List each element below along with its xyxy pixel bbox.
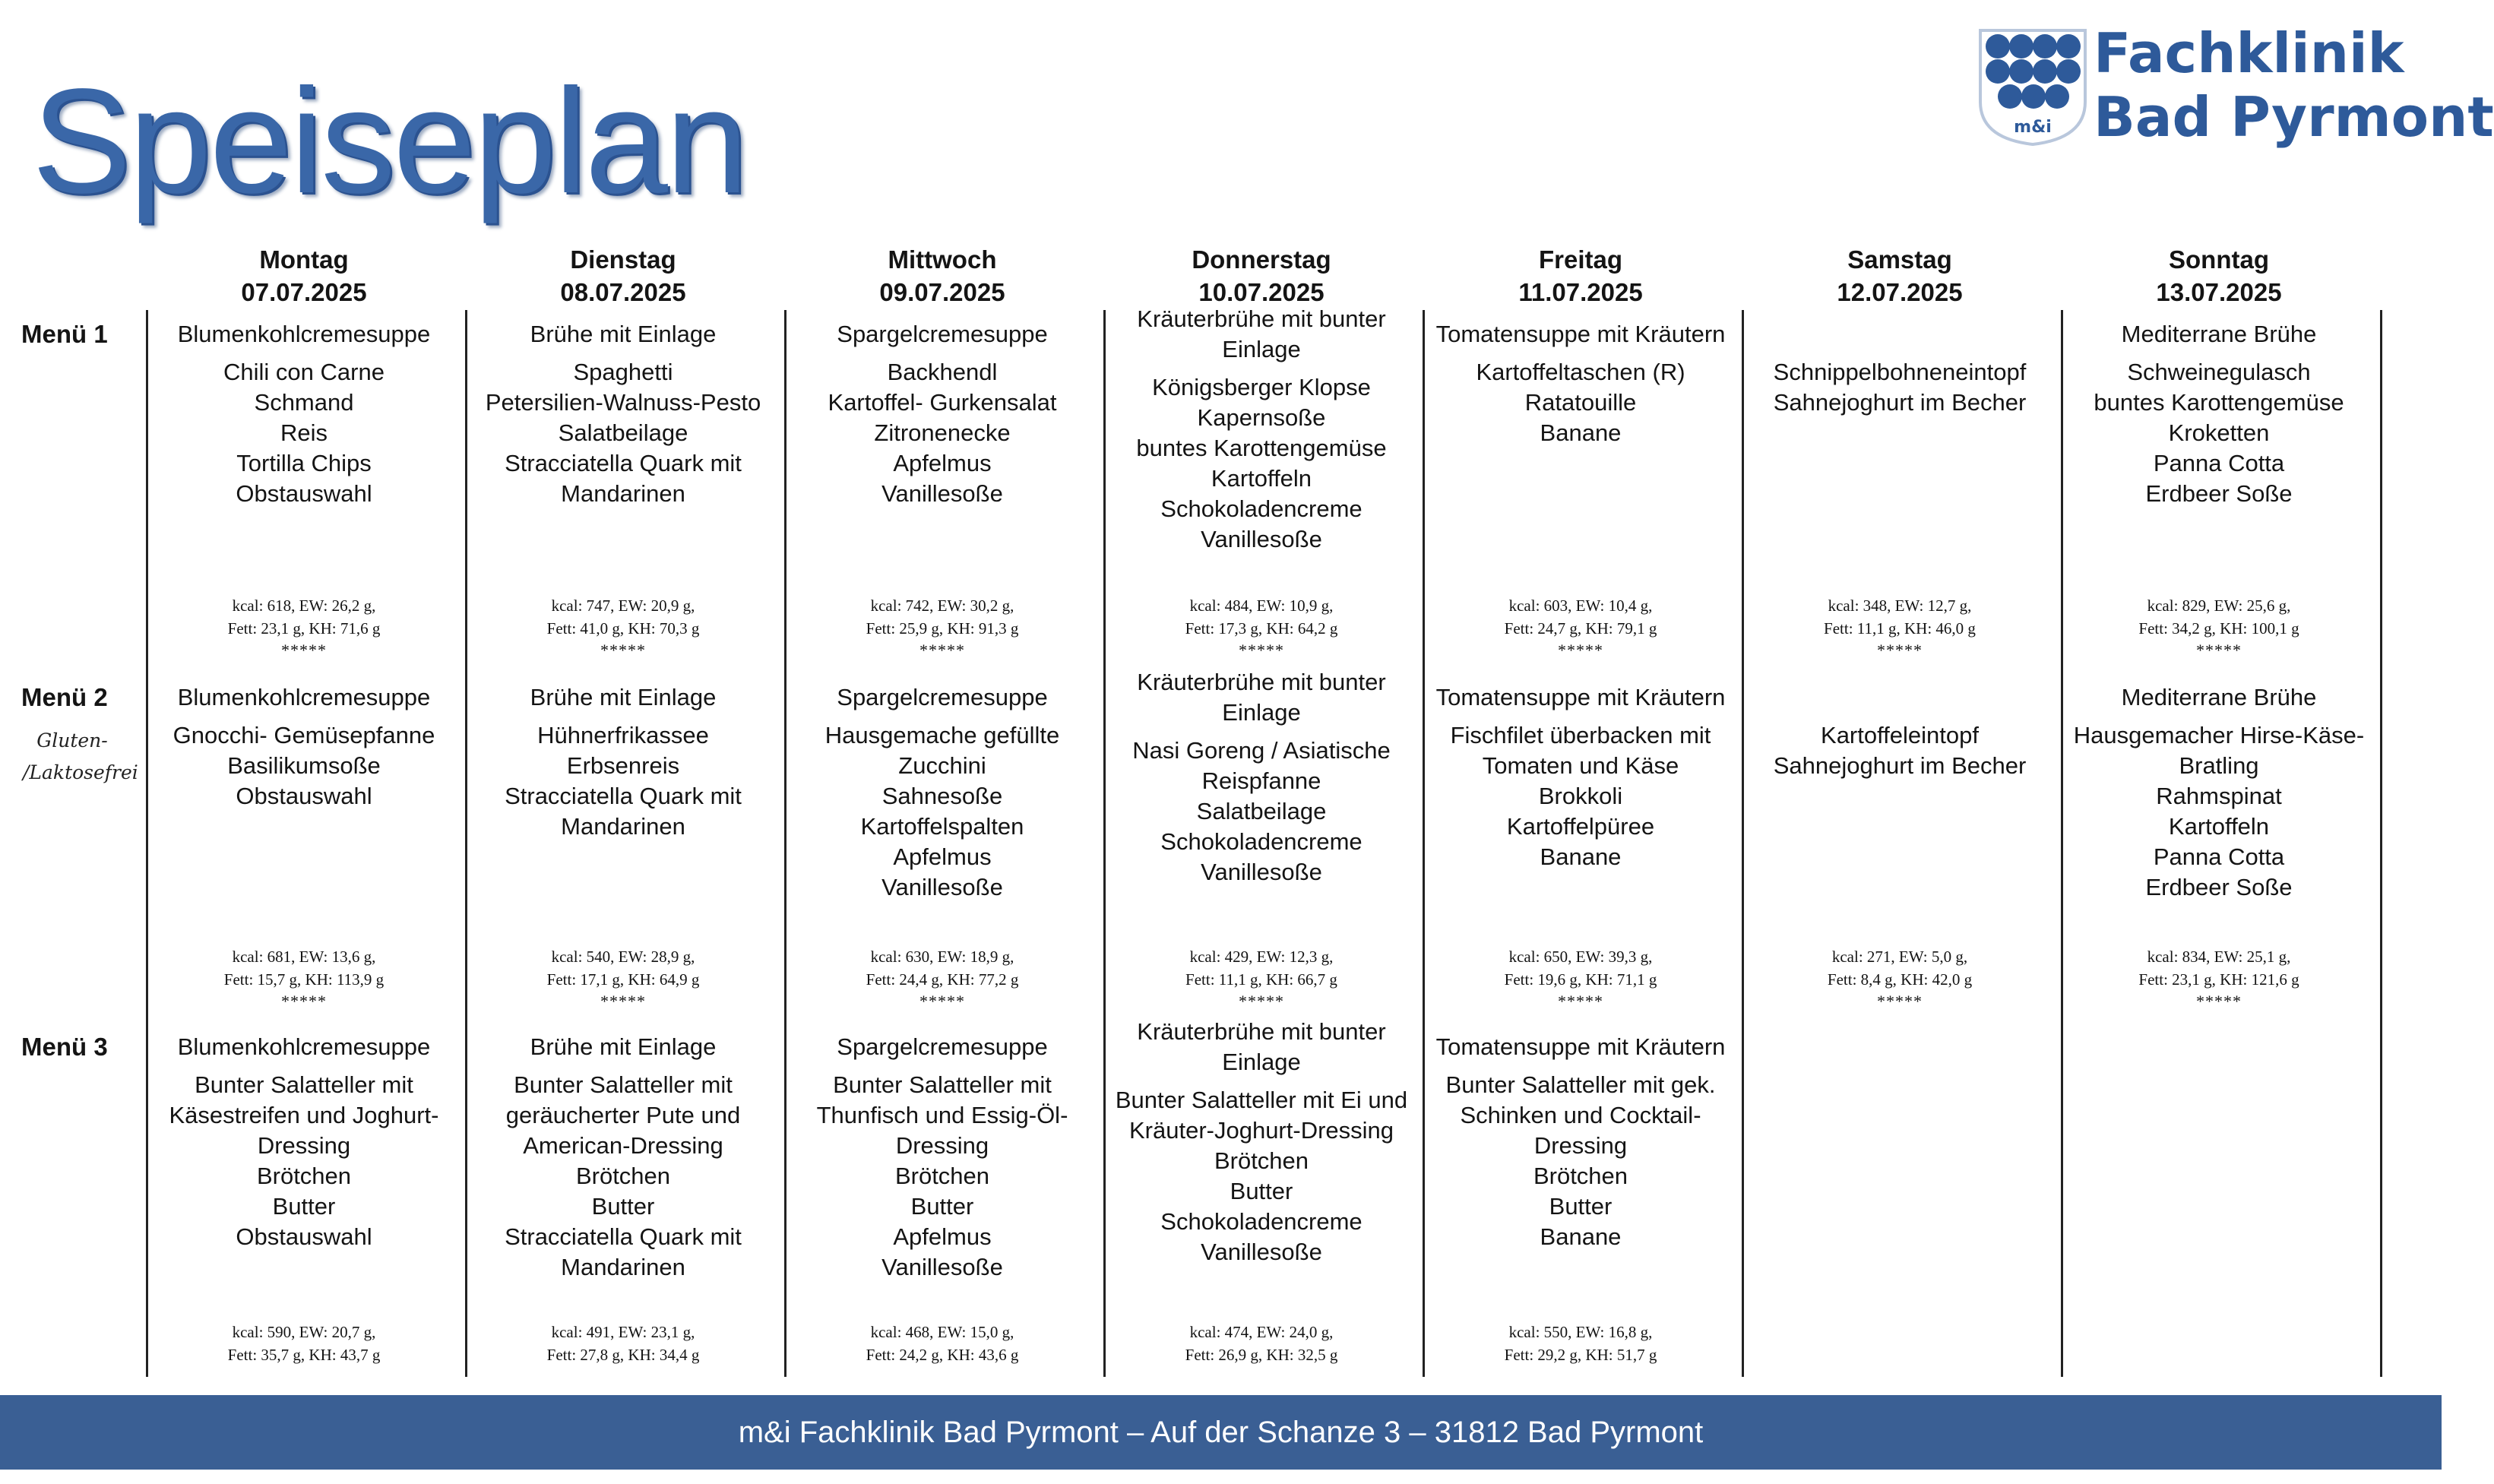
day-header bbox=[783, 243, 1102, 309]
dish-item: Obstauswahl bbox=[236, 1223, 372, 1250]
dish-item: Spaghetti bbox=[573, 359, 673, 385]
dish-item: Stracciatella Quark mit bbox=[505, 450, 742, 476]
soup-line bbox=[1743, 682, 2056, 713]
menu-label: Menü 1 bbox=[21, 320, 108, 348]
nutrition-line: Fett: 11,1 g, KH: 46,0 g bbox=[1824, 619, 1976, 638]
dish-item: Kroketten bbox=[2168, 419, 2270, 446]
dish-item: Kartoffeleintopf bbox=[1821, 722, 1979, 748]
dish-list bbox=[147, 720, 461, 812]
dish-item: Kartoffelspalten bbox=[860, 813, 1024, 840]
soup-line: Mediterrane Brühe bbox=[2121, 321, 2317, 347]
dish-item: buntes Karottengemüse bbox=[1136, 435, 1387, 461]
nutrition-line: Fett: 19,6 g, KH: 71,1 g bbox=[1504, 970, 1657, 989]
day-date: 09.07.2025 bbox=[879, 278, 1005, 306]
separator-stars: ***** bbox=[2196, 992, 2242, 1011]
dish-list bbox=[467, 1070, 780, 1283]
dish-item: Tortilla Chips bbox=[236, 450, 372, 476]
nutrition-line: Fett: 17,1 g, KH: 64,9 g bbox=[546, 970, 700, 989]
day-date: 07.07.2025 bbox=[241, 278, 367, 306]
nutrition-line: Fett: 11,1 g, KH: 66,7 g bbox=[1185, 970, 1337, 989]
dish-item: buntes Karottengemüse bbox=[2094, 389, 2344, 416]
nutrition-line: kcal: 271, EW: 5,0 g, bbox=[1831, 948, 1968, 966]
soup bbox=[1105, 1017, 1418, 1077]
dish-list bbox=[786, 357, 1099, 509]
menu-table bbox=[0, 228, 2442, 1377]
dish-item: Brokkoli bbox=[1538, 783, 1623, 809]
dish-item: Brötchen bbox=[1214, 1147, 1309, 1174]
soup bbox=[467, 682, 780, 713]
dish-item: Salatbeilage bbox=[558, 419, 688, 446]
soup-line: Blumenkohlcremesuppe bbox=[177, 321, 431, 347]
dish-item: Schinken und Cocktail- bbox=[1460, 1102, 1701, 1128]
dish-list bbox=[1105, 1085, 1418, 1267]
dish-item: Kartoffel- Gurkensalat bbox=[828, 389, 1057, 416]
dish-item: Stracciatella Quark mit bbox=[505, 783, 742, 809]
dish-list bbox=[786, 1070, 1099, 1283]
separator-stars: ***** bbox=[919, 992, 965, 1011]
dish-item: American-Dressing bbox=[523, 1132, 723, 1159]
dish-item: Hausgemache gefüllte bbox=[824, 722, 1060, 748]
soup-line: Blumenkohlcremesuppe bbox=[177, 684, 431, 710]
separator-stars: ***** bbox=[1239, 641, 1284, 660]
day-date: 08.07.2025 bbox=[560, 278, 686, 306]
menu-label: Menü 2 bbox=[21, 683, 108, 711]
column-divider bbox=[1742, 310, 1744, 1377]
dish-item: Butter bbox=[591, 1193, 655, 1220]
day-header bbox=[464, 243, 783, 309]
soup-line: Tomatensuppe mit Kräutern bbox=[1435, 1033, 1726, 1060]
nutrition-line: Fett: 35,7 g, KH: 43,7 g bbox=[227, 1346, 381, 1364]
soup bbox=[147, 1032, 461, 1062]
soup bbox=[147, 682, 461, 713]
dish-item: Bunter Salatteller mit gek. bbox=[1445, 1071, 1716, 1098]
nutrition-line: kcal: 834, EW: 25,1 g, bbox=[2147, 948, 2291, 966]
dish-item: Salatbeilage bbox=[1196, 798, 1327, 824]
dish-item: Hühnerfrikassee bbox=[537, 722, 709, 748]
dish-item: Kräuter-Joghurt-Dressing bbox=[1128, 1117, 1394, 1144]
dish-item: Sahnejoghurt im Becher bbox=[1773, 389, 2027, 416]
dish-item: Vanillesoße bbox=[881, 874, 1003, 900]
dish-item: Kapernsoße bbox=[1197, 404, 1326, 431]
dish-item: Tomaten und Käse bbox=[1482, 752, 1679, 779]
dish-item: Brötchen bbox=[575, 1163, 671, 1189]
nutrition-info bbox=[1743, 945, 2056, 1012]
menu-cell bbox=[1105, 304, 1418, 555]
nutrition-line: kcal: 630, EW: 18,9 g, bbox=[870, 948, 1014, 966]
nutrition-info bbox=[2062, 945, 2375, 1012]
diet-note-line: Gluten- bbox=[36, 729, 108, 751]
nutrition-line: Fett: 15,7 g, KH: 113,9 g bbox=[223, 970, 385, 989]
dish-item: Käsestreifen und Joghurt- bbox=[169, 1102, 439, 1128]
menu-cell bbox=[1105, 1017, 1418, 1267]
nutrition-info bbox=[786, 1321, 1099, 1366]
diet-note-line: /Laktosefrei bbox=[23, 761, 138, 783]
separator-stars: ***** bbox=[600, 992, 646, 1011]
soup-line: Einlage bbox=[1222, 699, 1301, 726]
soup bbox=[786, 319, 1099, 350]
dish-item: Bunter Salatteller mit bbox=[514, 1071, 733, 1098]
dish-item: Bunter Salatteller mit bbox=[833, 1071, 1052, 1098]
soup-line: Spargelcremesuppe bbox=[837, 684, 1048, 710]
dish-item: Sahnesoße bbox=[881, 783, 1003, 809]
nutrition-line: Fett: 41,0 g, KH: 70,3 g bbox=[546, 619, 700, 638]
dish-item: Apfelmus bbox=[893, 843, 992, 870]
nutrition-line: kcal: 742, EW: 30,2 g, bbox=[870, 596, 1014, 615]
nutrition-line: Fett: 26,9 g, KH: 32,5 g bbox=[1185, 1346, 1338, 1364]
day-date: 13.07.2025 bbox=[2156, 278, 2282, 306]
nutrition-line: Fett: 29,2 g, KH: 51,7 g bbox=[1504, 1346, 1657, 1364]
dish-item: Panna Cotta bbox=[2153, 843, 2285, 870]
dish-item: Brötchen bbox=[256, 1163, 352, 1189]
day-header bbox=[2059, 243, 2378, 309]
nutrition-info bbox=[147, 1321, 461, 1366]
soup-line: Einlage bbox=[1222, 1049, 1301, 1075]
soup-line: Spargelcremesuppe bbox=[837, 1033, 1048, 1060]
soup bbox=[467, 319, 780, 350]
dish-item: Reispfanne bbox=[1201, 767, 1321, 794]
dish-list bbox=[467, 357, 780, 509]
dish-item: Bratling bbox=[2179, 752, 2259, 779]
dish-item: Zucchini bbox=[898, 752, 986, 779]
dish-list bbox=[1424, 1070, 1737, 1252]
soup-line: Spargelcremesuppe bbox=[837, 321, 1048, 347]
dish-item: geräucherter Pute und bbox=[505, 1102, 741, 1128]
dish-item: Rahmspinat bbox=[2156, 783, 2282, 809]
dish-list bbox=[2062, 720, 2375, 903]
nutrition-line: kcal: 747, EW: 20,9 g, bbox=[551, 596, 695, 615]
soup-line bbox=[1743, 319, 2056, 350]
soup bbox=[1424, 319, 1737, 350]
dish-list bbox=[786, 720, 1099, 903]
dish-list bbox=[1743, 357, 2056, 418]
day-name: Sonntag bbox=[2169, 245, 2269, 274]
dish-item: Brötchen bbox=[894, 1163, 990, 1189]
menu-cell bbox=[1743, 682, 2056, 781]
day-header bbox=[1421, 243, 1740, 309]
logo-badge: m&i bbox=[2014, 118, 2052, 137]
nutrition-info bbox=[147, 945, 461, 1012]
dish-item: Obstauswahl bbox=[236, 480, 372, 507]
separator-stars: ***** bbox=[2196, 641, 2242, 660]
dish-item: Apfelmus bbox=[893, 450, 992, 476]
soup-line: Tomatensuppe mit Kräutern bbox=[1435, 321, 1726, 347]
day-name: Dienstag bbox=[570, 245, 676, 274]
nutrition-line: kcal: 550, EW: 16,8 g, bbox=[1508, 1323, 1653, 1341]
day-date: 11.07.2025 bbox=[1518, 278, 1643, 306]
dish-item: Basilikumsoße bbox=[227, 752, 381, 779]
separator-stars: ***** bbox=[1558, 992, 1603, 1011]
dish-item: Mandarinen bbox=[561, 813, 685, 840]
dish-item: Brötchen bbox=[1533, 1163, 1628, 1189]
dish-item: Banane bbox=[1540, 843, 1622, 870]
soup-line: Kräuterbrühe mit bunter bbox=[1137, 305, 1386, 332]
soup-line: Einlage bbox=[1222, 336, 1301, 362]
dish-list bbox=[1105, 736, 1418, 888]
nutrition-line: Fett: 34,2 g, KH: 100,1 g bbox=[2138, 619, 2299, 638]
menu-cell bbox=[147, 319, 461, 509]
dish-list bbox=[1424, 357, 1737, 448]
nutrition-info bbox=[1743, 594, 2056, 661]
page-title: Speiseplan bbox=[32, 58, 746, 224]
dish-item: Panna Cotta bbox=[2153, 450, 2285, 476]
nutrition-line: Fett: 8,4 g, KH: 42,0 g bbox=[1827, 970, 1973, 989]
day-name: Freitag bbox=[1538, 245, 1623, 274]
nutrition-line: kcal: 540, EW: 28,9 g, bbox=[551, 948, 695, 966]
separator-stars: ***** bbox=[281, 641, 327, 660]
dish-item: Mandarinen bbox=[561, 1254, 685, 1280]
nutrition-info bbox=[1105, 1321, 1418, 1366]
day-name: Donnerstag bbox=[1192, 245, 1331, 274]
soup bbox=[2062, 682, 2375, 713]
dish-item: Schokoladencreme bbox=[1160, 495, 1363, 522]
dish-item: Fischfilet überbacken mit bbox=[1450, 722, 1711, 748]
dish-item: Schokoladencreme bbox=[1160, 1208, 1363, 1235]
menu-cell bbox=[1424, 1032, 1737, 1252]
nutrition-line: Fett: 23,1 g, KH: 71,6 g bbox=[227, 619, 381, 638]
nutrition-info bbox=[1424, 945, 1737, 1012]
dish-item: Erdbeer Soße bbox=[2145, 480, 2293, 507]
dish-item: Chili con Carne bbox=[223, 359, 385, 385]
nutrition-info bbox=[1424, 594, 1737, 661]
logo-line-2: Bad Pyrmont bbox=[2094, 85, 2494, 149]
menu-cell bbox=[786, 682, 1099, 903]
nutrition-line: Fett: 23,1 g, KH: 121,6 g bbox=[2138, 970, 2299, 989]
nutrition-line: kcal: 429, EW: 12,3 g, bbox=[1189, 948, 1334, 966]
menu-cell bbox=[1424, 319, 1737, 448]
separator-stars: ***** bbox=[1239, 992, 1284, 1011]
day-header bbox=[1740, 243, 2059, 309]
dish-item: Vanillesoße bbox=[1201, 1239, 1322, 1265]
menu-cell bbox=[1424, 682, 1737, 872]
day-date: 12.07.2025 bbox=[1837, 278, 1963, 306]
dish-item: Ratatouille bbox=[1524, 389, 1637, 416]
menu-cell bbox=[786, 319, 1099, 509]
nutrition-info bbox=[467, 945, 780, 1012]
soup bbox=[1424, 682, 1737, 713]
dish-item: Schokoladencreme bbox=[1160, 828, 1363, 855]
nutrition-line: kcal: 681, EW: 13,6 g, bbox=[232, 948, 376, 966]
nutrition-line: Fett: 17,3 g, KH: 64,2 g bbox=[1185, 619, 1338, 638]
dish-item: Vanillesoße bbox=[881, 480, 1003, 507]
menu-cell bbox=[2062, 682, 2375, 903]
dish-list bbox=[1105, 372, 1418, 555]
nutrition-line: kcal: 484, EW: 10,9 g, bbox=[1189, 596, 1334, 615]
menu-cell bbox=[467, 682, 780, 842]
dish-item: Butter bbox=[910, 1193, 974, 1220]
menu-cell bbox=[1743, 1032, 2056, 1070]
menu-cell bbox=[147, 682, 461, 812]
dish-item: Banane bbox=[1540, 419, 1622, 446]
separator-stars: ***** bbox=[1558, 641, 1603, 660]
day-name: Montag bbox=[259, 245, 349, 274]
dish-item: Butter bbox=[1230, 1178, 1293, 1204]
nutrition-info bbox=[467, 594, 780, 661]
soup-line: Brühe mit Einlage bbox=[530, 684, 717, 710]
dish-item: Bunter Salatteller mit bbox=[195, 1071, 413, 1098]
soup bbox=[147, 319, 461, 350]
dish-item: Reis bbox=[280, 419, 328, 446]
dish-list bbox=[1743, 720, 2056, 781]
dish-item: Schnippelbohneneintopf bbox=[1773, 359, 2027, 385]
dish-item: Thunfisch und Essig-Öl- bbox=[816, 1102, 1068, 1128]
dish-item: Sahnejoghurt im Becher bbox=[1773, 752, 2027, 779]
menu-cell bbox=[1105, 667, 1418, 888]
soup bbox=[1105, 667, 1418, 728]
dish-item: Erbsenreis bbox=[566, 752, 680, 779]
separator-stars: ***** bbox=[600, 641, 646, 660]
logo-dots-icon bbox=[1976, 26, 2090, 147]
soup bbox=[2062, 319, 2375, 350]
separator-stars: ***** bbox=[1877, 992, 1923, 1011]
soup-line: Mediterrane Brühe bbox=[2121, 684, 2317, 710]
soup-line bbox=[2062, 1032, 2375, 1062]
menu-cell bbox=[2062, 319, 2375, 509]
dish-list bbox=[147, 1070, 461, 1252]
nutrition-info bbox=[1105, 594, 1418, 661]
nutrition-line: kcal: 590, EW: 20,7 g, bbox=[232, 1323, 376, 1341]
soup-line: Blumenkohlcremesuppe bbox=[177, 1033, 431, 1060]
soup bbox=[1743, 1032, 2056, 1062]
soup-line: Brühe mit Einlage bbox=[530, 1033, 717, 1060]
diet-note bbox=[23, 725, 138, 789]
nutrition-line: kcal: 468, EW: 15,0 g, bbox=[870, 1323, 1014, 1341]
dish-item: Erdbeer Soße bbox=[2145, 874, 2293, 900]
separator-stars: ***** bbox=[919, 641, 965, 660]
nutrition-info bbox=[786, 945, 1099, 1012]
dish-item: Schmand bbox=[254, 389, 354, 416]
dish-item: Vanillesoße bbox=[1201, 859, 1322, 885]
soup bbox=[786, 1032, 1099, 1062]
menu-cell bbox=[467, 1032, 780, 1283]
dish-item: Königsberger Klopse bbox=[1152, 374, 1371, 400]
menu-cell bbox=[147, 1032, 461, 1252]
nutrition-info bbox=[467, 1321, 780, 1366]
dish-list bbox=[1424, 720, 1737, 872]
day-header bbox=[144, 243, 464, 309]
dish-item: Bunter Salatteller mit Ei und bbox=[1115, 1087, 1408, 1113]
soup-line bbox=[1743, 1032, 2056, 1062]
soup-line: Brühe mit Einlage bbox=[530, 321, 717, 347]
dish-item: Dressing bbox=[257, 1132, 351, 1159]
nutrition-line: kcal: 474, EW: 24,0 g, bbox=[1189, 1323, 1334, 1341]
logo-text bbox=[2094, 21, 2494, 149]
dish-item: Kartoffeln bbox=[2168, 813, 2270, 840]
nutrition-line: kcal: 829, EW: 25,6 g, bbox=[2147, 596, 2291, 615]
nutrition-line: kcal: 618, EW: 26,2 g, bbox=[232, 596, 376, 615]
dish-item: Kartoffeltaschen (R) bbox=[1476, 359, 1685, 385]
dish-item: Obstauswahl bbox=[236, 783, 372, 809]
nutrition-line: Fett: 24,4 g, KH: 77,2 g bbox=[866, 970, 1019, 989]
menu-cell bbox=[786, 1032, 1099, 1283]
soup bbox=[1743, 319, 2056, 350]
nutrition-line: kcal: 603, EW: 10,4 g, bbox=[1508, 596, 1653, 615]
dish-list bbox=[2062, 357, 2375, 509]
nutrition-line: Fett: 27,8 g, KH: 34,4 g bbox=[546, 1346, 700, 1364]
dish-item: Schweinegulasch bbox=[2127, 359, 2311, 385]
dish-item: Butter bbox=[272, 1193, 336, 1220]
logo-line-1: Fachklinik bbox=[2094, 21, 2404, 85]
dish-item: Backhendl bbox=[887, 359, 998, 385]
nutrition-info bbox=[147, 594, 461, 661]
dish-item: Butter bbox=[1549, 1193, 1613, 1220]
day-header bbox=[1102, 243, 1421, 309]
menu-cell bbox=[467, 319, 780, 509]
dish-item: Stracciatella Quark mit bbox=[505, 1223, 742, 1250]
dish-item: Vanillesoße bbox=[881, 1254, 1003, 1280]
soup bbox=[2062, 1032, 2375, 1062]
dish-item: Kartoffelpüree bbox=[1506, 813, 1655, 840]
soup bbox=[467, 1032, 780, 1062]
dish-item: Kartoffeln bbox=[1211, 465, 1312, 492]
soup-line: Tomatensuppe mit Kräutern bbox=[1435, 684, 1726, 710]
column-divider bbox=[2380, 310, 2382, 1377]
dish-item: Mandarinen bbox=[561, 480, 685, 507]
day-name: Samstag bbox=[1847, 245, 1952, 274]
footer-address: m&i Fachklinik Bad Pyrmont – Auf der Schanze 3 – 31812 Bad Pyrmont bbox=[0, 1395, 2442, 1470]
menu-label: Menü 3 bbox=[21, 1033, 108, 1061]
nutrition-info bbox=[1424, 1321, 1737, 1366]
dish-item: Petersilien-Walnuss-Pesto bbox=[485, 389, 761, 416]
soup bbox=[786, 682, 1099, 713]
nutrition-info bbox=[1105, 945, 1418, 1012]
menu-cell bbox=[2062, 1032, 2375, 1070]
soup-line: Kräuterbrühe mit bunter bbox=[1137, 669, 1386, 695]
dish-list bbox=[147, 357, 461, 509]
soup bbox=[1424, 1032, 1737, 1062]
dish-item: Vanillesoße bbox=[1201, 526, 1322, 552]
dish-item: Gnocchi- Gemüsepfanne bbox=[172, 722, 435, 748]
nutrition-line: Fett: 24,7 g, KH: 79,1 g bbox=[1504, 619, 1657, 638]
dish-item: Banane bbox=[1540, 1223, 1622, 1250]
separator-stars: ***** bbox=[1877, 641, 1923, 660]
soup bbox=[1105, 304, 1418, 365]
nutrition-line: Fett: 24,2 g, KH: 43,6 g bbox=[866, 1346, 1019, 1364]
nutrition-info bbox=[786, 594, 1099, 661]
separator-stars: ***** bbox=[281, 992, 327, 1011]
dish-item: Dressing bbox=[1533, 1132, 1628, 1159]
nutrition-line: kcal: 650, EW: 39,3 g, bbox=[1508, 948, 1653, 966]
soup bbox=[1743, 682, 2056, 713]
dish-item: Apfelmus bbox=[893, 1223, 992, 1250]
day-date: 10.07.2025 bbox=[1198, 278, 1325, 306]
dish-item: Zitronenecke bbox=[874, 419, 1011, 446]
dish-item: Nasi Goreng / Asiatische bbox=[1132, 737, 1391, 764]
dish-item: Hausgemacher Hirse-Käse- bbox=[2073, 722, 2365, 748]
clinic-logo bbox=[1976, 21, 2494, 150]
nutrition-info bbox=[2062, 594, 2375, 661]
dish-item: Dressing bbox=[895, 1132, 989, 1159]
nutrition-line: kcal: 491, EW: 23,1 g, bbox=[551, 1323, 695, 1341]
day-name: Mittwoch bbox=[888, 245, 997, 274]
menu-cell bbox=[1743, 319, 2056, 418]
nutrition-line: kcal: 348, EW: 12,7 g, bbox=[1828, 596, 1972, 615]
soup-line: Kräuterbrühe mit bunter bbox=[1137, 1018, 1386, 1045]
nutrition-line: Fett: 25,9 g, KH: 91,3 g bbox=[866, 619, 1019, 638]
dish-list bbox=[467, 720, 780, 842]
